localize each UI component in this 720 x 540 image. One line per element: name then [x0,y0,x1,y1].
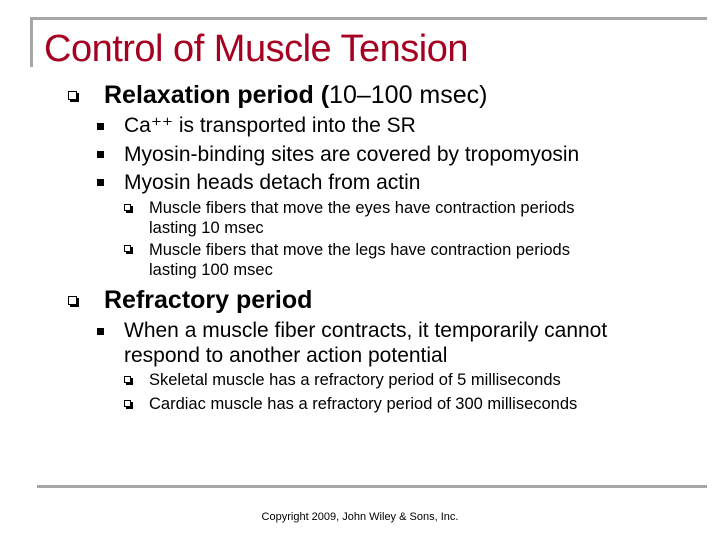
footer-text: Copyright 2009, John Wiley & Sons, Inc. [261,511,459,523]
filled-square-bullet-icon [97,328,104,335]
section-heading-relaxation [104,81,487,110]
frame-left-line [30,17,33,67]
sub-list-item [149,198,575,238]
section-heading-refractory: Refractory period [104,286,313,314]
sub-list-item [149,240,570,280]
filled-square-bullet-icon [97,123,104,130]
sub-list-item: Skeletal muscle has a refractory period of 5 milliseconds [149,371,561,389]
sub-list-item: Cardiac muscle has a refractory period of 300 milliseconds [149,395,578,413]
list-item-line: When a muscle fiber contracts, it temporarily cannot [124,319,608,342]
hollow-square-bullet-icon [124,204,131,211]
hollow-square-bullet-icon [124,400,131,407]
sub-item-line: Muscle fibers that move the eyes have contraction periods [149,199,575,217]
list-item: Ca⁺⁺ is transported into the SR [124,114,416,137]
list-item: Myosin heads detach from actin [124,171,421,194]
filled-square-bullet-icon [97,179,104,186]
filled-square-bullet-icon [97,151,104,158]
frame-top-line [30,17,707,20]
sub-item-line: Muscle fibers that move the legs have contraction periods [149,241,570,259]
slide-title: Control of Muscle Tension [44,28,469,70]
list-item-line: respond to another action potential [124,344,448,367]
heading-bold-text: Relaxation period ( [104,81,330,109]
sub-item-line: lasting 10 msec [149,219,264,237]
list-item: Myosin-binding sites are covered by tropomyosin [124,143,580,166]
frame-bottom-line [37,485,707,488]
list-item [124,318,607,368]
copyright-footer [0,511,720,523]
hollow-square-bullet-icon [124,376,131,383]
heading-normal-text: 10–100 msec) [329,81,488,109]
hollow-square-bullet-icon [68,296,77,305]
sub-item-line: lasting 100 msec [149,261,273,279]
hollow-square-bullet-icon [68,91,77,100]
hollow-square-bullet-icon [124,245,131,252]
